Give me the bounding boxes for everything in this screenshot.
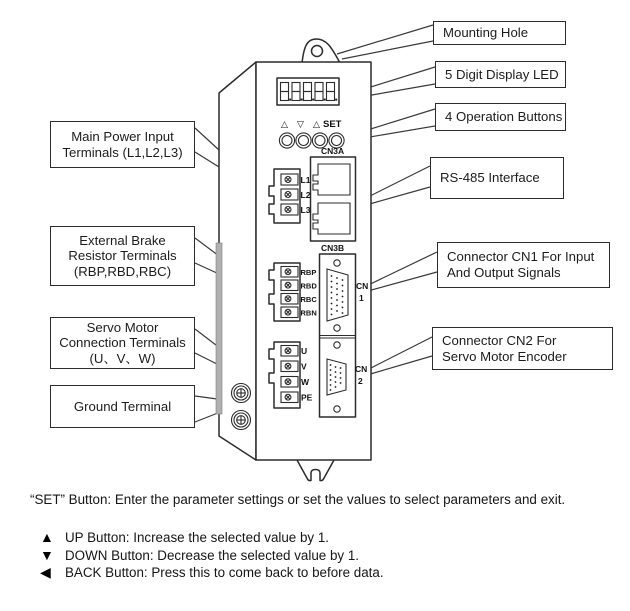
terminal-label-rbp: RBP bbox=[300, 268, 317, 277]
callout-line: Servo Motor Encoder bbox=[442, 348, 567, 364]
callout-ground-terminal bbox=[50, 385, 195, 428]
cn2-label-line2: 2 bbox=[358, 376, 363, 386]
back-triangle-icon: △ bbox=[313, 120, 320, 130]
callout-line: Connector CN1 For Input bbox=[447, 249, 595, 265]
down-triangle-icon: ▽ bbox=[297, 120, 304, 130]
callout-line: 4 Operation Buttons bbox=[445, 109, 563, 125]
callout-line: 5 Digit Display LED bbox=[445, 66, 559, 82]
legend-text: DOWN Button: Decrease the selected value by 1. bbox=[65, 547, 359, 563]
up-triangle-icon: △ bbox=[281, 120, 288, 130]
button-legend bbox=[40, 529, 384, 582]
callout-line: Connection Terminals bbox=[59, 335, 186, 351]
legend-text: UP Button: Increase the selected value by 1. bbox=[65, 530, 330, 545]
callout-line: External Brake bbox=[79, 232, 166, 248]
callout-line: (U、V、W) bbox=[89, 350, 156, 366]
callout-brake-resistor-terminals bbox=[50, 226, 195, 286]
cn1-label-line2: 1 bbox=[359, 293, 364, 303]
terminal-label-l3: L3 bbox=[300, 205, 311, 215]
bottom-mount-slot bbox=[297, 460, 334, 481]
callout-line: Connector CN2 For bbox=[442, 332, 557, 348]
down-filled-triangle-icon: ▼ bbox=[40, 546, 54, 563]
left-filled-triangle-icon: ◀ bbox=[40, 564, 51, 581]
terminal-label-rbc: RBC bbox=[300, 295, 317, 304]
legend-text: BACK Button: Press this to come back to before data. bbox=[65, 565, 384, 581]
callout-rs485-interface bbox=[430, 157, 564, 199]
heatsink-bar bbox=[216, 243, 222, 414]
callout-connector-cn2 bbox=[432, 327, 613, 370]
callout-line: Ground Terminal bbox=[73, 398, 172, 414]
callout-line: And Output Signals bbox=[447, 265, 561, 280]
terminal-label-v: V bbox=[301, 361, 307, 372]
cn2-label-line1: CN bbox=[355, 364, 368, 374]
terminal-label-rbn: RBN bbox=[300, 308, 317, 318]
mounting-tab bbox=[302, 39, 340, 63]
set-button-note: “SET” Button: Enter the parameter settings or set the values to select parameters and exit. bbox=[30, 492, 566, 507]
device-body bbox=[216, 62, 371, 481]
cn1-label-line1: CN bbox=[356, 281, 369, 291]
cn3a-label: CN3A bbox=[321, 146, 345, 156]
callout-line: RS-485 Interface bbox=[440, 170, 540, 186]
callout-mounting-hole bbox=[433, 21, 566, 45]
terminal-label-u: U bbox=[301, 346, 308, 356]
terminal-label-w: W bbox=[301, 377, 310, 387]
callout-line: Main Power Input bbox=[71, 128, 174, 144]
terminal-label-l1: L1 bbox=[300, 175, 311, 185]
legend-row-up bbox=[40, 529, 384, 547]
callout-line: Servo Motor bbox=[86, 319, 159, 335]
terminal-label-pe: PE bbox=[301, 392, 313, 403]
legend-row-down bbox=[40, 547, 384, 565]
callout-line: Mounting Hole bbox=[443, 25, 529, 41]
cn3b-label: CN3B bbox=[321, 243, 345, 253]
seven-segment-display bbox=[277, 78, 339, 105]
callout-line: (RBP,RBD,RBC) bbox=[73, 263, 172, 279]
side-panel bbox=[219, 62, 256, 460]
callout-connector-cn1 bbox=[437, 242, 610, 288]
terminal-label-rbd: RBD bbox=[300, 281, 317, 291]
terminal-label-l2: L2 bbox=[300, 190, 311, 200]
callout-main-power-terminals bbox=[50, 121, 195, 168]
callout-line: Terminals (L1,L2,L3) bbox=[62, 144, 183, 160]
up-filled-triangle-icon: ▲ bbox=[40, 529, 54, 545]
legend-row-back bbox=[40, 564, 384, 582]
callout-operation-buttons bbox=[435, 103, 566, 131]
set-button-label: SET bbox=[323, 119, 342, 130]
callout-line: Resistor Terminals bbox=[68, 248, 177, 264]
callout-display-led bbox=[435, 61, 566, 88]
callout-servo-motor-terminals bbox=[50, 317, 195, 369]
